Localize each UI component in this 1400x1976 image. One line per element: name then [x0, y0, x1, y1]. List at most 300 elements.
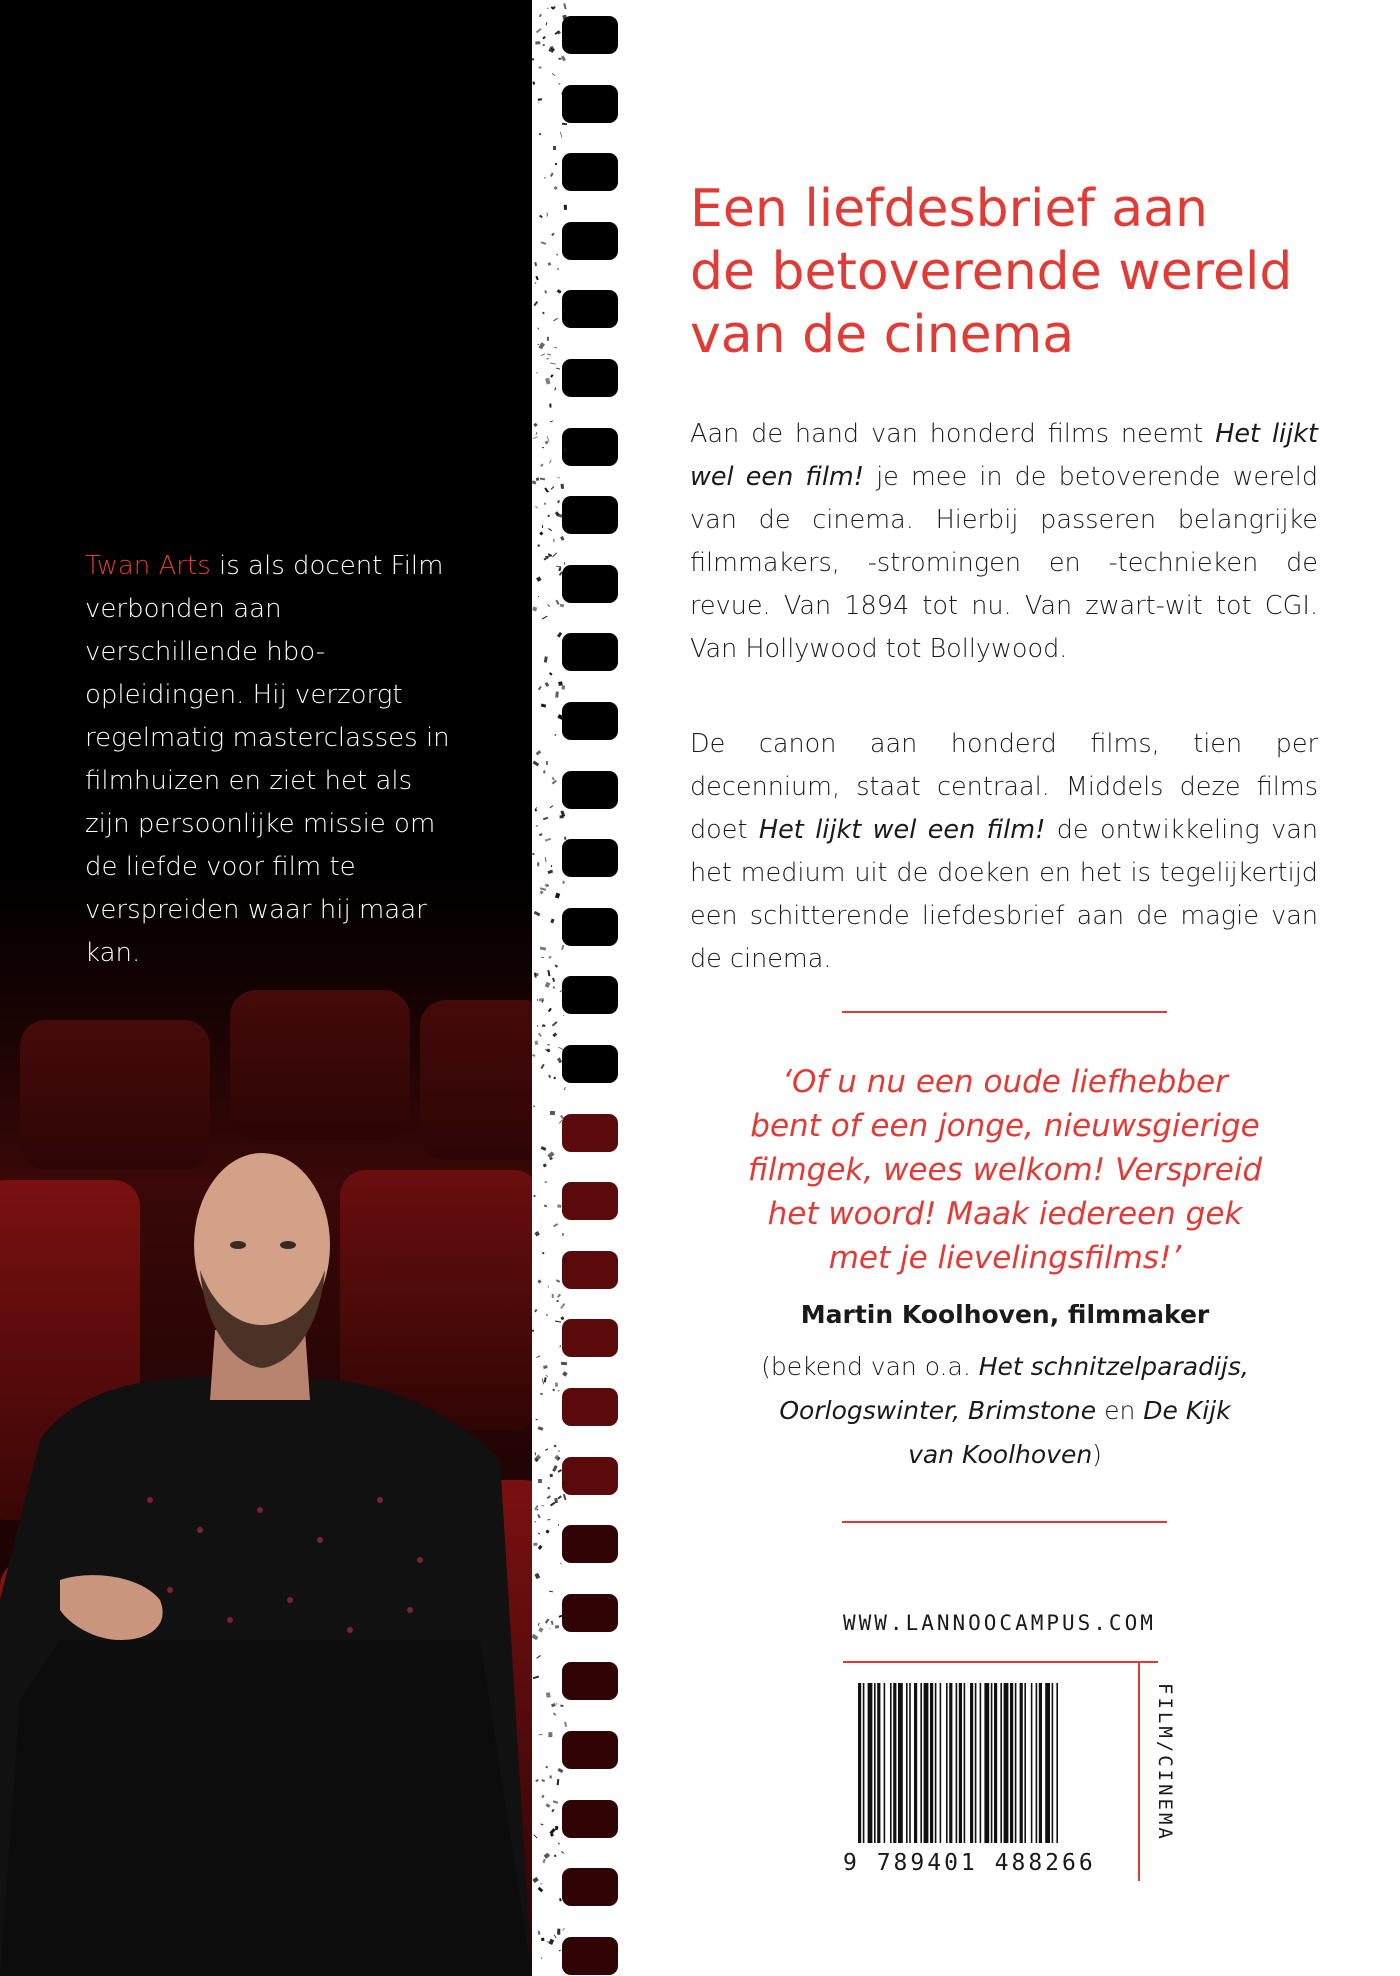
film-speck [556, 631, 562, 637]
blurb-text: je mee in de betoverende wereld van de cinema. Hierbij passeren belangrijke filmmakers, -stromingen en -technieken de revue. Van 1894 tot nu. Van zwart-wit tot CGI. Van Hollywood tot Bollywood. [690, 462, 1319, 664]
film-speck [561, 1303, 566, 1309]
film-speck [534, 1231, 540, 1236]
film-speck [555, 691, 559, 697]
film-speck [548, 1732, 552, 1737]
barcode-bar [858, 1683, 861, 1843]
film-speck [557, 1204, 561, 1207]
film-speck [533, 437, 538, 439]
film-speck [534, 911, 540, 917]
book-title: Het lijkt wel een film! [690, 419, 1318, 492]
film-speck [532, 853, 535, 856]
film-sprocket-hole [562, 85, 618, 123]
barcode-bar [868, 1683, 873, 1843]
film-speck [557, 1779, 560, 1785]
headline-line: van de cinema [690, 305, 1075, 365]
film-speck [533, 1543, 537, 1546]
film-speck [561, 1362, 567, 1366]
film-speck [535, 1459, 539, 1463]
barcode-frame-line [843, 1661, 1158, 1663]
film-speck [558, 1524, 560, 1527]
film-speck [562, 371, 565, 373]
film-speck [550, 919, 554, 924]
barcode-bar [935, 1683, 937, 1843]
film-speck [557, 500, 560, 504]
film-speck [537, 98, 541, 101]
film-speck [536, 1355, 540, 1358]
film-speck [558, 477, 560, 478]
film-speck [552, 779, 557, 784]
film-speck [537, 1509, 539, 1511]
film-sprocket-hole [562, 565, 618, 603]
barcode-bar [994, 1683, 997, 1843]
film-speck [540, 890, 545, 894]
film-speck [557, 1495, 561, 1499]
film-speck [556, 253, 558, 255]
film-speck [534, 262, 536, 266]
film-title: Het schnitzelparadijs, [978, 1352, 1249, 1381]
film-speck [540, 946, 546, 950]
film-speck [548, 514, 550, 516]
barcode-bar [946, 1683, 948, 1843]
film-speck [550, 1828, 556, 1834]
film-speck [550, 1502, 555, 1507]
film-speck [550, 173, 553, 177]
film-speck [559, 57, 561, 59]
film-sprocket-hole [562, 222, 618, 260]
film-speck [533, 422, 537, 426]
film-sprocket-hole [562, 1114, 618, 1152]
divider [842, 1521, 1167, 1523]
film-speck [562, 123, 567, 125]
film-sprocket-hole [562, 16, 618, 54]
film-speck [551, 486, 554, 490]
film-speck [538, 686, 541, 690]
barcode-frame-line [1138, 1661, 1140, 1881]
film-speck [555, 1383, 558, 1387]
film-speck [561, 55, 566, 61]
film-speck [546, 22, 548, 25]
film-speck [559, 681, 563, 685]
film-speck [553, 317, 558, 321]
film-speck [545, 1449, 548, 1451]
film-speck [557, 1826, 559, 1828]
film-speck [538, 1426, 544, 1430]
film-speck [535, 808, 538, 810]
film-speck [541, 1251, 544, 1254]
barcode-bar [984, 1683, 989, 1843]
film-speck [551, 1703, 556, 1707]
film-speck [545, 441, 549, 445]
film-sprocket-hole [562, 1868, 618, 1906]
film-speck [549, 1628, 551, 1630]
film-sprocket-hole [562, 908, 618, 946]
film-speck [547, 353, 551, 355]
film-speck [552, 1021, 557, 1026]
divider [842, 1011, 1167, 1013]
film-speck [563, 881, 565, 884]
film-speck [558, 1390, 560, 1392]
film-speck [540, 1147, 546, 1152]
film-speck [546, 358, 548, 360]
film-speck [550, 1473, 554, 1477]
film-sprocket-hole [562, 976, 618, 1014]
film-sprocket-hole [562, 359, 618, 397]
quote-line: bent of een jonge, nieuwsgierige [750, 1108, 1260, 1144]
film-speck [558, 1842, 560, 1844]
film-sprocket-hole [562, 428, 618, 466]
film-speck [550, 374, 554, 378]
publisher-website[interactable]: WWW.LANNOOCAMPUS.COM [843, 1611, 1156, 1635]
film-speck [541, 957, 545, 959]
film-speck [533, 761, 539, 766]
film-speck [536, 1655, 541, 1659]
barcode-bar [949, 1683, 952, 1843]
quote-author: Martin Koolhoven, filmmaker [800, 1300, 1210, 1329]
blurb-paragraph-2 [690, 723, 1318, 981]
author-bio-text: is als docent Film verbonden aan verschillende hbo-opleidingen. Hij verzorgt regelmatig masterclasses in filmhuizen en ziet het als zijn persoonlijke missie om de liefde voor film te verspreiden waar hij maar kan. [85, 551, 450, 968]
film-speck [537, 1514, 540, 1518]
film-speck [532, 1675, 538, 1679]
film-speck [560, 1562, 562, 1564]
barcode-bar [1024, 1683, 1026, 1843]
barcode-bar [890, 1683, 892, 1843]
film-speck [539, 342, 545, 349]
film-speck [556, 565, 561, 566]
film-speck [539, 14, 542, 17]
film-sprocket-hole [562, 1388, 618, 1426]
film-speck [556, 1702, 558, 1704]
film-speck [543, 1365, 547, 1369]
film-speck [534, 973, 537, 978]
film-speck [540, 704, 545, 708]
barcode-bar [898, 1683, 903, 1843]
film-speck [553, 978, 556, 982]
film-speck [543, 44, 545, 46]
quote-line: het woord! Maak iedereen gek [767, 1196, 1243, 1232]
barcode-bar [975, 1683, 977, 1843]
barcode-bar [863, 1683, 865, 1843]
film-speck [557, 1294, 561, 1298]
film-speck [544, 656, 548, 662]
blurb-paragraph-1 [690, 413, 1318, 671]
film-strip [532, 0, 634, 1976]
detail-text: ) [1092, 1440, 1102, 1469]
barcode-bar [906, 1683, 908, 1843]
film-speck [551, 1621, 554, 1626]
quote-line: met je lievelingsfilms!’ [828, 1240, 1182, 1276]
barcode-bar [1031, 1683, 1033, 1843]
film-speck [553, 1712, 557, 1715]
film-speck [546, 212, 548, 216]
film-speck [563, 1015, 564, 1017]
film-speck [540, 1064, 545, 1069]
barcode [858, 1683, 1123, 1853]
film-speck [560, 1705, 563, 1707]
film-speck [542, 1163, 546, 1167]
barcode-bar [1039, 1683, 1042, 1843]
film-speck [538, 596, 540, 597]
film-speck [539, 998, 544, 1001]
film-speck [540, 1824, 544, 1827]
film-speck [562, 1371, 567, 1376]
film-speck [556, 1279, 561, 1283]
film-speck [536, 750, 542, 756]
film-sprocket-hole [562, 1662, 618, 1700]
film-speck [533, 1834, 537, 1838]
film-speck [544, 682, 549, 687]
barcode-bar [1000, 1683, 1002, 1843]
film-speck [560, 603, 565, 606]
film-sprocket-hole [562, 1319, 618, 1357]
film-speck [546, 761, 548, 765]
film-speck [548, 528, 552, 531]
film-speck [542, 36, 546, 39]
film-speck [556, 513, 562, 518]
film-speck [538, 1887, 544, 1892]
film-speck [534, 1195, 536, 1197]
film-speck [549, 1591, 553, 1593]
film-sprocket-hole [562, 1045, 618, 1083]
film-speck [546, 8, 549, 10]
film-speck [538, 1622, 540, 1626]
film-speck [547, 1495, 551, 1499]
film-speck [538, 1930, 541, 1935]
film-speck [549, 404, 552, 408]
film-speck [550, 864, 552, 866]
film-speck [538, 545, 540, 547]
barcode-bar [920, 1683, 922, 1843]
film-speck [544, 1378, 546, 1383]
film-sprocket-hole [562, 496, 618, 534]
film-speck [555, 1320, 561, 1322]
film-speck [563, 3, 566, 9]
barcode-bar [1036, 1683, 1038, 1843]
film-speck [535, 276, 539, 281]
film-speck [547, 604, 550, 607]
barcode-bar [1020, 1683, 1023, 1843]
film-sprocket-hole [562, 1457, 618, 1495]
film-speck [542, 615, 547, 619]
film-speck [538, 1479, 543, 1483]
film-speck [539, 215, 543, 218]
film-speck [538, 1734, 542, 1736]
film-speck [549, 1075, 552, 1078]
film-speck [553, 146, 556, 150]
film-speck [532, 1330, 535, 1333]
film-speck [548, 262, 552, 266]
film-speck [545, 378, 550, 385]
film-speck [536, 372, 538, 374]
film-speck [552, 1389, 555, 1392]
author-bio [85, 545, 455, 975]
film-title: van Koolhoven [908, 1440, 1093, 1469]
film-speck [542, 312, 545, 315]
quote-line: filmgek, wees welkom! Verspreid [747, 1152, 1263, 1188]
film-speck [553, 1855, 556, 1858]
barcode-bar [956, 1683, 958, 1843]
barcode-bar [964, 1683, 966, 1843]
barcode-bar [1015, 1683, 1017, 1843]
film-speck [546, 1692, 551, 1697]
barcode-bar [877, 1683, 880, 1843]
film-speck [535, 432, 537, 435]
film-speck [532, 1876, 538, 1882]
film-sprocket-hole [562, 702, 618, 740]
film-speck [542, 447, 544, 449]
film-speck [554, 1454, 560, 1460]
film-speck [562, 941, 564, 943]
film-speck [534, 282, 536, 284]
film-speck [535, 40, 540, 44]
film-speck [554, 388, 556, 391]
film-speck [545, 981, 551, 987]
film-speck [564, 837, 567, 840]
film-speck [555, 892, 560, 898]
film-sprocket-hole [562, 1525, 618, 1563]
author-name: Twan Arts [85, 551, 211, 581]
film-speck [554, 1625, 558, 1629]
film-speck [539, 1627, 545, 1632]
film-speck [561, 945, 565, 950]
film-speck [556, 289, 561, 294]
film-speck [561, 1851, 564, 1854]
film-speck [558, 1047, 564, 1051]
film-sprocket-hole [562, 839, 618, 877]
film-speck [541, 1024, 543, 1027]
film-speck [557, 1929, 560, 1935]
film-sprocket-hole [562, 153, 618, 191]
film-speck [552, 552, 557, 557]
film-speck [548, 869, 554, 874]
film-title: De Kijk [1143, 1396, 1231, 1425]
film-speck [534, 1573, 540, 1579]
barcode-bar [914, 1683, 917, 1843]
film-sprocket-hole [562, 1800, 618, 1838]
film-speck [537, 1280, 541, 1284]
film-speck [537, 1025, 538, 1027]
film-speck [547, 1519, 551, 1521]
film-speck [547, 885, 549, 886]
film-speck [544, 291, 548, 295]
film-sprocket-hole [562, 290, 618, 328]
barcode-bar [1004, 1683, 1009, 1843]
film-speck [544, 178, 546, 180]
film-speck [561, 484, 564, 489]
film-speck [548, 459, 551, 463]
barcode-bar [930, 1683, 933, 1843]
film-speck [547, 970, 550, 976]
film-speck [563, 1721, 566, 1726]
film-speck [541, 1779, 545, 1782]
headline-line: Een liefdesbrief aan [690, 179, 1208, 239]
film-speck [553, 1445, 556, 1448]
film-speck [552, 1033, 557, 1038]
film-speck [540, 477, 546, 480]
detail-text: en [1096, 1396, 1144, 1425]
film-speck [558, 83, 560, 85]
film-speck [541, 1505, 545, 1507]
film-speck [560, 536, 565, 541]
film-speck [550, 1775, 552, 1778]
quote-line: ‘Of u nu een oude liefhebber [782, 1064, 1228, 1100]
film-title: Oorlogswinter, Brimstone [779, 1396, 1097, 1425]
film-speck [532, 480, 537, 485]
film-speck [545, 1181, 547, 1183]
film-speck [551, 233, 554, 236]
film-speck [548, 1008, 552, 1012]
film-speck [535, 1779, 539, 1782]
film-speck [545, 1766, 547, 1768]
film-speck [538, 102, 540, 104]
film-speck [557, 1450, 560, 1451]
film-sprocket-hole [562, 1251, 618, 1289]
film-speck [563, 1494, 566, 1500]
film-speck [564, 204, 567, 209]
film-speck [541, 242, 546, 246]
film-speck [532, 607, 537, 612]
film-speck [537, 328, 540, 331]
film-speck [542, 525, 543, 528]
film-speck [544, 503, 546, 506]
film-sprocket-hole [562, 1731, 618, 1769]
isbn: 9 789401 488266 [843, 1850, 1096, 1876]
film-speck [549, 47, 555, 53]
barcode-bar [940, 1683, 942, 1843]
film-speck [549, 1939, 554, 1945]
film-speck [536, 28, 542, 33]
barcode-bar [970, 1683, 973, 1843]
film-speck [542, 1795, 545, 1799]
film-speck [543, 817, 548, 820]
film-speck [553, 186, 557, 190]
barcode-bar [1056, 1683, 1058, 1843]
film-speck [554, 1076, 556, 1078]
film-speck [560, 132, 563, 138]
film-speck [545, 838, 551, 842]
film-speck [562, 1928, 565, 1931]
barcode-bar [924, 1683, 929, 1843]
film-speck [560, 1316, 564, 1320]
film-speck [551, 1809, 554, 1812]
film-sprocket-hole [562, 771, 618, 809]
film-speck [555, 1498, 558, 1503]
author-photo [0, 1080, 532, 1976]
film-speck [536, 1419, 538, 1421]
film-speck [549, 956, 553, 960]
film-speck [535, 1040, 539, 1044]
film-speck [558, 1769, 564, 1774]
blurb-text: De canon aan honderd films, tien per decennium, staat centraal. Middels deze films doet [690, 729, 1318, 845]
film-speck [546, 1314, 548, 1316]
film-speck [550, 420, 553, 422]
barcode-bar [1045, 1683, 1050, 1843]
film-speck [550, 363, 556, 365]
barcode-bar [1010, 1683, 1013, 1843]
film-speck [550, 805, 554, 808]
barcode-bar [959, 1683, 962, 1843]
film-speck [564, 562, 566, 565]
film-speck [539, 133, 542, 136]
film-speck [536, 824, 538, 826]
film-speck [540, 463, 544, 467]
film-speck [553, 1801, 558, 1804]
film-speck [552, 74, 556, 77]
film-speck [533, 301, 538, 306]
category-label: FILM/CINEMA [1154, 1683, 1176, 1842]
film-speck [559, 1345, 561, 1348]
film-speck [548, 1044, 550, 1045]
film-speck [536, 862, 539, 866]
